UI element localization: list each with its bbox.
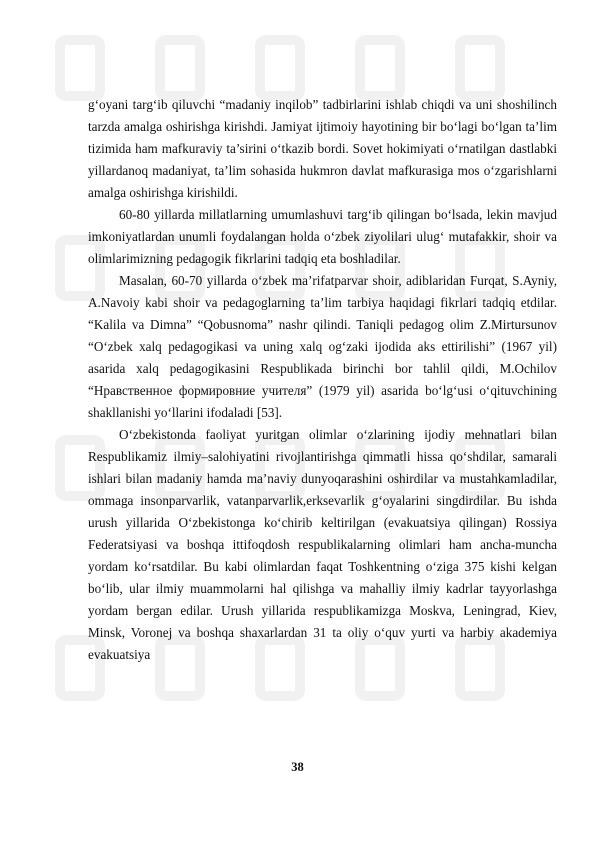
paragraph-4: O‘zbekistonda faoliyat yuritgan olimlar o‘zlarining ijodiy mehnatlari bilan Respublikamiz ilmiy–salohiyatini rivojlantirishga qimmatli hissa qo‘shdilar, samarali ishlari bilan madaniy hamda ma’naviy dunyoqarashini oshirdilar va mustahkamladilar, ommaga insonparvarlik, vatanparvarlik,erksevarlik g‘oyalarini singdirdilar. Bu ishda urush yillarida O‘zbekistonga ko‘chirib keltirilgan (evakuatsiya qilingan) Rossiya Federatsiyasi va boshqa ittifoqdosh respublikalarning olimlari ham ancha-muncha yordam ko‘rsatdilar. Bu kabi olimlardan faqat Toshkentning o‘ziga 375 kishi kelgan bo‘lib, ular ilmiy muammolarni hal qilishga va mahalliy ilmiy kadrlar tayyorlashga yordam bergan edilar. Urush yillarida respublikamizga Moskva, Leningrad, Kiev, Minsk, Voronej va boshqa shaxarlardan 31 ta oliy o‘quv yurti va harbiy akademiya evakuatsiya	[88, 427, 557, 662]
paragraph-1: g‘oyani targ‘ib qiluvchi “madaniy inqilob” tadbirlarini ishlab chiqdi va uni shoshilinch tarzda amalga oshirishga kirishdi. Jamiyat ijtimoiy hayotining bir bo‘lagi bo‘lgan ta’lim tizimida ham mafkuraviy ta’sirini o‘tkazib bordi. Sovet hokimiyati o‘rnatilgan dastlabki yillardanoq madaniyat, ta’lim sohasida hukmron davlat mafkurasiga mos o‘zgarishlarni amalga oshirishga kirishildi.	[88, 97, 557, 200]
paragraph-3: Masalan, 60-70 yillarda o‘zbek ma’rifatparvar shoir, adiblaridan Furqat, S.Ayniy, A.Navoiy kabi shoir va pedagoglarning ta’lim tarbiya haqidagi fikrlari tadqiq etdilar. “Kalila va Dimna” “Qobusnoma” nashr qilindi. Taniqli pedagog olim Z.Mirtursunov “O‘zbek xalq pedagogikasi va uning xalq og‘zaki ijodida aks ettirilishi” (1967 yil) asarida xalq pedagogikasini Respublikada birinchi bor tahlil qildi, M.Ochilov “Нравственное формировние учителя” (1979 yil) asarida bo‘lg‘usi o‘qituvchining shakllanishi yo‘llarini ifodaladi [53].	[88, 273, 557, 420]
document-body	[88, 94, 557, 666]
page-number: 38	[291, 760, 304, 774]
paragraph-2: 60-80 yillarda millatlarning umumlashuvi targ‘ib qilingan bo‘lsada, lekin mavjud imkoniyatlardan unumli foydalangan holda o‘zbek ziyolilari ulug‘ mutafakkir, shoir va olimlarimizning pedagogik fikrlarini tadqiq eta boshladilar.	[88, 207, 557, 266]
